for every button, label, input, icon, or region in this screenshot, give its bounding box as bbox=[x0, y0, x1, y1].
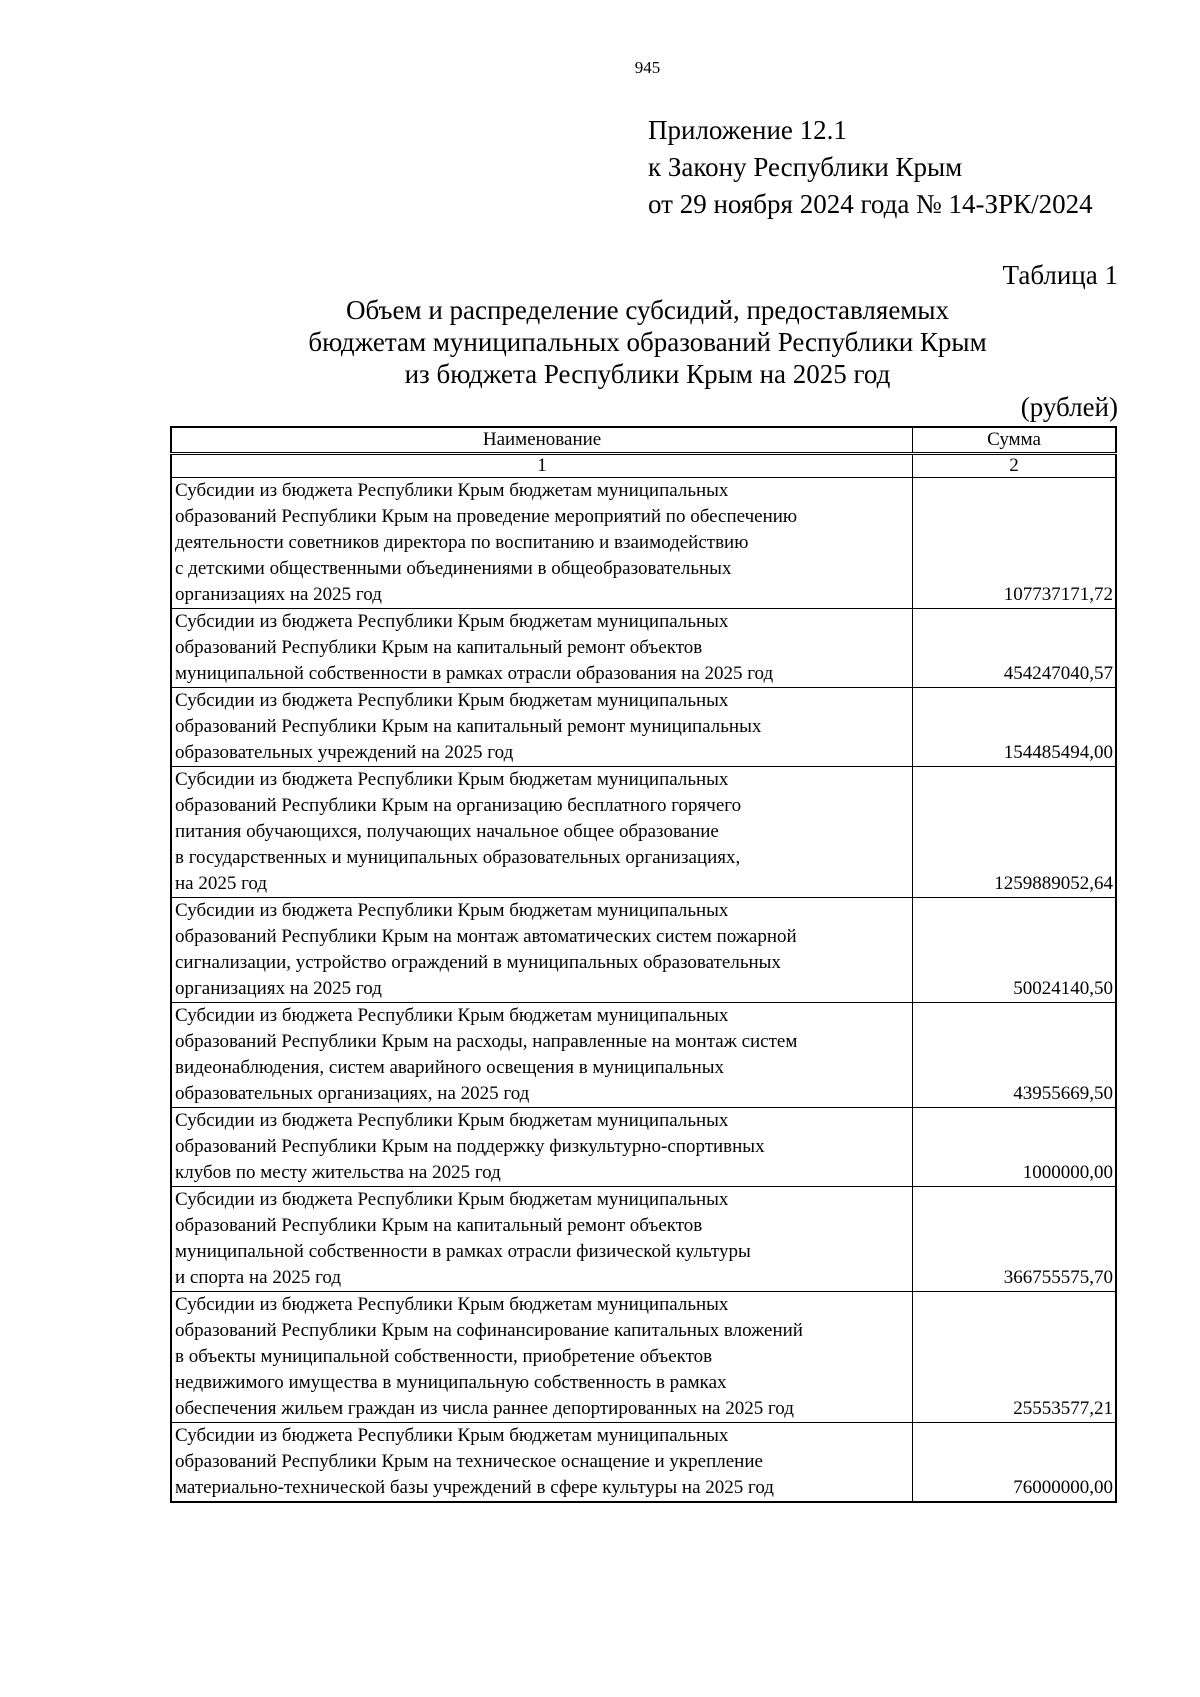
subsidy-amount: 1259889052,64 bbox=[913, 767, 1116, 898]
subsidy-amount: 50024140,50 bbox=[913, 898, 1116, 1003]
table-row bbox=[171, 478, 1116, 609]
subsidy-name-line: Субсидии из бюджета Республики Крым бюджетам муниципальных bbox=[175, 1189, 729, 1210]
appendix-header bbox=[648, 112, 1093, 223]
subsidy-name-line: видеонаблюдения, систем аварийного освещения в муниципальных bbox=[175, 1057, 724, 1078]
appendix-line: Приложение 12.1 bbox=[648, 115, 847, 145]
subsidy-name-line: в государственных и муниципальных образовательных организациях, bbox=[175, 847, 741, 868]
subsidy-amount: 1000000,00 bbox=[913, 1108, 1116, 1187]
subsidy-amount: 366755575,70 bbox=[913, 1187, 1116, 1292]
column-number-name: 1 bbox=[171, 454, 913, 478]
units-label: (рублей) bbox=[1020, 392, 1118, 422]
page-number: 945 bbox=[634, 58, 661, 77]
subsidy-name-line: Субсидии из бюджета Республики Крым бюджетам муниципальных bbox=[175, 690, 729, 711]
table-row bbox=[171, 898, 1116, 1003]
subsidy-name-line: Субсидии из бюджета Республики Крым бюджетам муниципальных bbox=[175, 480, 729, 501]
document-title bbox=[170, 294, 1125, 390]
title-line: бюджетам муниципальных образований Республики Крым bbox=[308, 327, 987, 357]
subsidy-amount: 76000000,00 bbox=[913, 1423, 1116, 1503]
subsidy-name-line: питания обучающихся, получающих начальное общее образование bbox=[175, 821, 719, 842]
subsidy-name-line: деятельности советников директора по воспитанию и взаимодействию bbox=[175, 532, 749, 553]
column-header-sum: Сумма bbox=[913, 427, 1116, 454]
subsidy-name bbox=[171, 767, 913, 898]
subsidy-name-line: Субсидии из бюджета Республики Крым бюджетам муниципальных bbox=[175, 1110, 729, 1131]
table-row bbox=[171, 767, 1116, 898]
subsidy-name-line: образований Республики Крым на монтаж автоматических систем пожарной bbox=[175, 926, 797, 947]
table-row bbox=[171, 1108, 1116, 1187]
subsidy-name bbox=[171, 478, 913, 609]
subsidy-name-line: организациях на 2025 год bbox=[175, 584, 382, 605]
subsidy-name-line: Субсидии из бюджета Республики Крым бюджетам муниципальных bbox=[175, 1005, 729, 1026]
subsidy-name-line: организациях на 2025 год bbox=[175, 978, 382, 999]
subsidy-name-line: недвижимого имущества в муниципальную собственность в рамках bbox=[175, 1372, 727, 1393]
subsidy-name-line: образований Республики Крым на техническое оснащение и укрепление bbox=[175, 1451, 763, 1472]
subsidy-name bbox=[171, 1187, 913, 1292]
subsidy-name bbox=[171, 1423, 913, 1503]
subsidy-name-line: образований Республики Крым на капитальный ремонт объектов bbox=[175, 1215, 703, 1236]
subsidy-name-line: образований Республики Крым на организацию бесплатного горячего bbox=[175, 795, 742, 816]
table-row bbox=[171, 688, 1116, 767]
subsidy-name-line: и спорта на 2025 год bbox=[175, 1267, 342, 1288]
subsidy-name-line: материально-технической базы учреждений в сфере культуры на 2025 год bbox=[175, 1477, 774, 1498]
subsidy-name bbox=[171, 1003, 913, 1108]
subsidy-name-line: муниципальной собственности в рамках отрасли физической культуры bbox=[175, 1241, 751, 1262]
subsidy-name-line: образовательных организациях, на 2025 год bbox=[175, 1083, 530, 1104]
subsidy-amount: 154485494,00 bbox=[913, 688, 1116, 767]
subsidy-name-line: на 2025 год bbox=[175, 873, 268, 894]
table-row bbox=[171, 609, 1116, 688]
subsidy-name-line: сигнализации, устройство ограждений в муниципальных образовательных bbox=[175, 952, 781, 973]
column-header-name: Наименование bbox=[171, 427, 913, 454]
subsidy-name-line: клубов по месту жительства на 2025 год bbox=[175, 1162, 501, 1183]
subsidy-name-line: Субсидии из бюджета Республики Крым бюджетам муниципальных bbox=[175, 1294, 729, 1315]
subsidy-name bbox=[171, 898, 913, 1003]
subsidy-name-line: Субсидии из бюджета Республики Крым бюджетам муниципальных bbox=[175, 611, 729, 632]
subsidy-name-line: в объекты муниципальной собственности, приобретение объектов bbox=[175, 1346, 713, 1367]
table-row bbox=[171, 1292, 1116, 1423]
title-line: из бюджета Республики Крым на 2025 год bbox=[404, 359, 891, 389]
table-row bbox=[171, 1003, 1116, 1108]
subsidy-name-line: образований Республики Крым на софинансирование капитальных вложений bbox=[175, 1320, 803, 1341]
subsidy-amount: 43955669,50 bbox=[913, 1003, 1116, 1108]
table-body bbox=[171, 478, 1116, 1503]
appendix-line: от 29 ноября 2024 года № 14-ЗРК/2024 bbox=[648, 189, 1093, 219]
subsidy-name-line: образовательных учреждений на 2025 год bbox=[175, 742, 514, 763]
subsidy-name bbox=[171, 1292, 913, 1423]
subsidy-name-line: образований Республики Крым на проведение мероприятий по обеспечению bbox=[175, 506, 798, 527]
title-line: Объем и распределение субсидий, предоставляемых bbox=[345, 295, 950, 325]
subsidy-name bbox=[171, 688, 913, 767]
subsidy-name bbox=[171, 1108, 913, 1187]
column-number-sum: 2 bbox=[913, 454, 1116, 478]
subsidy-name-line: образований Республики Крым на поддержку физкультурно-спортивных bbox=[175, 1136, 765, 1157]
table-row bbox=[171, 1423, 1116, 1503]
table-header-row bbox=[171, 427, 1116, 454]
subsidy-name-line: образований Республики Крым на капитальный ремонт объектов bbox=[175, 637, 703, 658]
subsidy-name-line: образований Республики Крым на капитальный ремонт муниципальных bbox=[175, 716, 762, 737]
subsidy-amount: 25553577,21 bbox=[913, 1292, 1116, 1423]
table-row bbox=[171, 1187, 1116, 1292]
subsidy-name-line: с детскими общественными объединениями в общеобразовательных bbox=[175, 558, 732, 579]
subsidy-amount: 454247040,57 bbox=[913, 609, 1116, 688]
subsidy-name-line: муниципальной собственности в рамках отрасли образования на 2025 год bbox=[175, 663, 774, 684]
column-number-row bbox=[171, 454, 1116, 478]
subsidy-name bbox=[171, 609, 913, 688]
appendix-line: к Закону Республики Крым bbox=[648, 152, 963, 182]
subsidy-name-line: Субсидии из бюджета Республики Крым бюджетам муниципальных bbox=[175, 1425, 729, 1446]
subsidy-name-line: Субсидии из бюджета Республики Крым бюджетам муниципальных bbox=[175, 900, 729, 921]
subsidy-name-line: Субсидии из бюджета Республики Крым бюджетам муниципальных bbox=[175, 769, 729, 790]
subsidy-table bbox=[170, 426, 1117, 1503]
table-label: Таблица 1 bbox=[1002, 260, 1118, 290]
subsidy-name-line: образований Республики Крым на расходы, направленные на монтаж систем bbox=[175, 1031, 798, 1052]
subsidy-name-line: обеспечения жильем граждан из числа раннее депортированных на 2025 год bbox=[175, 1398, 794, 1419]
subsidy-amount: 107737171,72 bbox=[913, 478, 1116, 609]
